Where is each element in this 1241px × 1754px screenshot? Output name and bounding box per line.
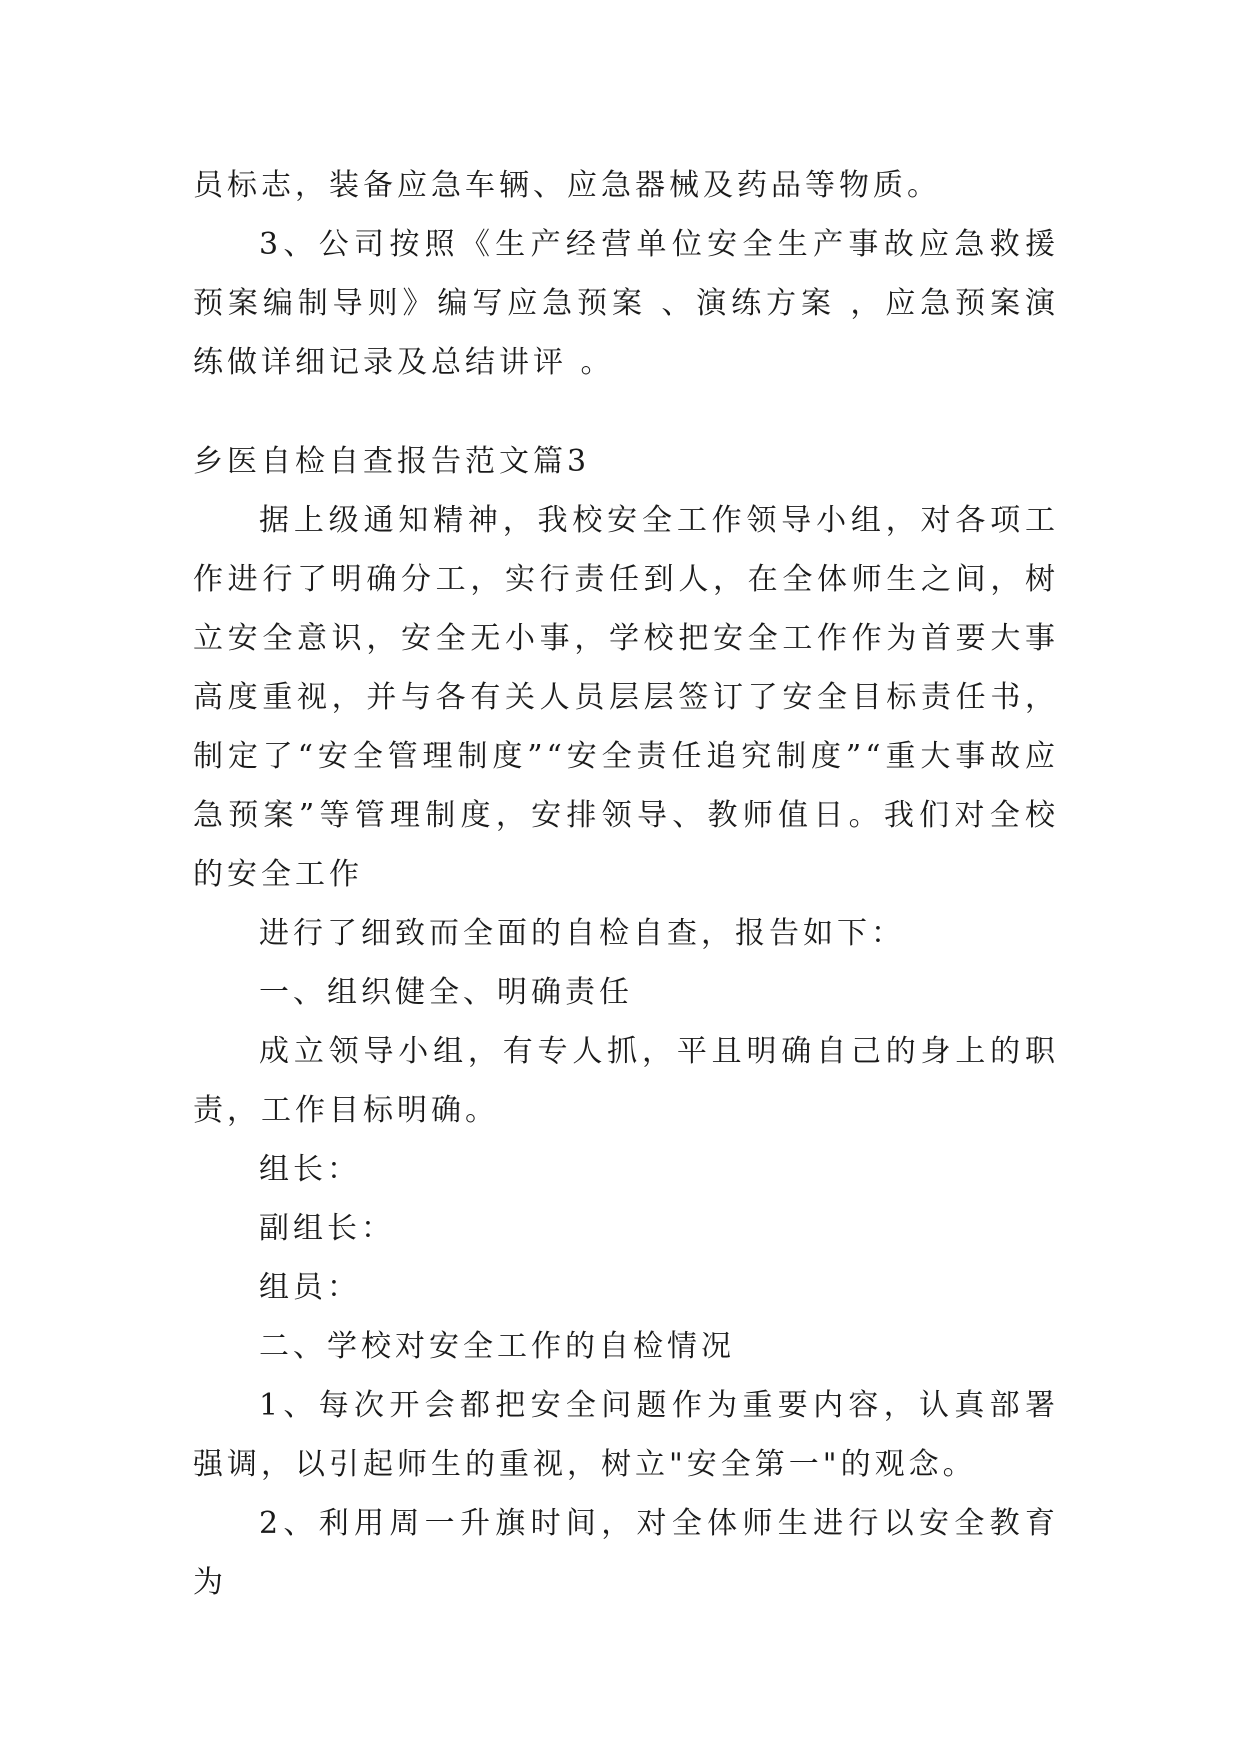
paragraph-4: 进行了细致而全面的自检自查，报告如下：: [259, 916, 905, 951]
subheading-2: 二、学校对安全工作的自检情况: [259, 1329, 735, 1364]
paragraph-5: 成立领导小组，有专人抓，平且明确自己的身上的职责，工作目标明确。: [193, 1034, 1059, 1128]
paragraph-1: 员标志，装备应急车辆、应急器械及药品等物质。: [193, 168, 941, 203]
members-line: 组员：: [259, 1270, 361, 1305]
section-heading: 乡医自检自查报告范文篇3: [193, 444, 591, 479]
document-body: [193, 156, 1059, 1612]
paragraph-6: 1、每次开会都把安全问题作为重要内容，认真部署强调，以引起师生的重视，树立"安全第一"的观念。: [193, 1388, 1059, 1482]
subheading-1: 一、组织健全、明确责任: [259, 975, 633, 1010]
leader-line: 组长：: [259, 1152, 361, 1187]
paragraph-7: 2、利用周一升旗时间，对全体师生进行以安全教育为: [193, 1506, 1059, 1600]
paragraph-2: 3、公司按照《生产经营单位安全生产事故应急救援预案编制导则》编写应急预案 、演练方案 ，应急预案演练做详细记录及总结讲评 。: [193, 227, 1059, 380]
deputy-leader-line: 副组长：: [259, 1211, 395, 1246]
paragraph-3: 据上级通知精神，我校安全工作领导小组，对各项工作进行了明确分工，实行责任到人，在全体师生之间，树立安全意识，安全无小事，学校把安全工作作为首要大事高度重视，并与各有关人员层层签订了安全目标责任书，制定了“安全管理制度”“安全责任追究制度”“重大事故应急预案”等管理制度，安排领导、教师值日。我们对全校的安全工作: [193, 503, 1059, 892]
